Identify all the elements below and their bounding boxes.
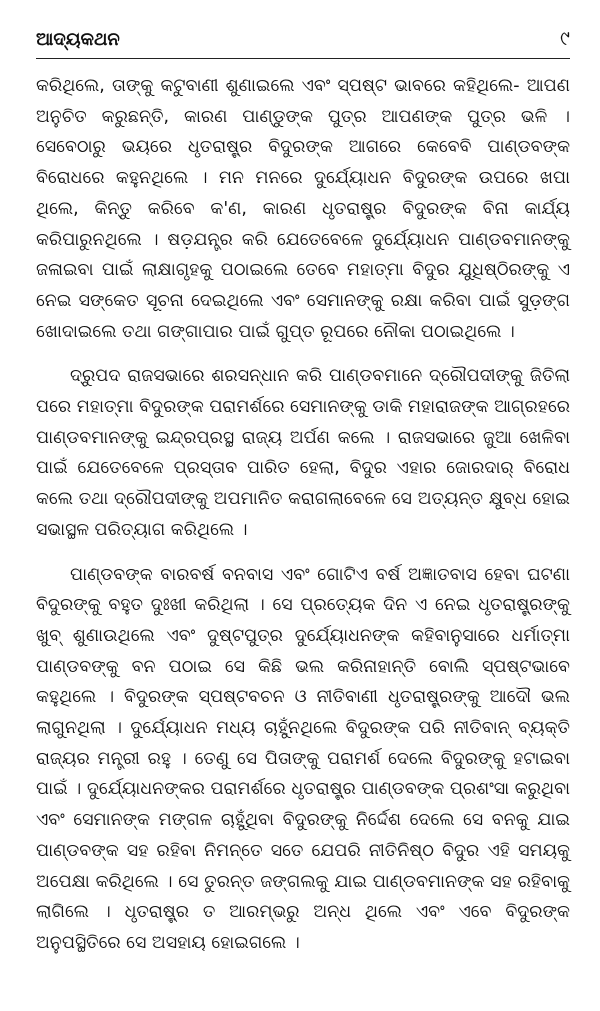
paragraph-2: ଦ୍ରୁପଦ ରାଜସଭାରେ ଶରସନ୍ଧାନ କରି ପାଣ୍ଡବମାନେ ଦ୍ରୌପଦୀଙ୍କୁ ଜିତିଲା ପରେ ମହାତ୍ମା ବିଦୁରଙ୍କ ପରାମର୍ଶରେ ସେମାନଙ୍କୁ ଡାକି ମହାରାଜଙ୍କ ଆଗ୍ରହରେ ପାଣ୍ଡବମାନଙ୍କୁ ଇନ୍ଦ୍ରପ୍ରସ୍ଥ ରାଜ୍ୟ ଅର୍ପଣ କଲେ । ରାଜସଭାରେ ଜୁଆ ଖେଳିବା ପାଇଁ ଯେତେବେଳେ ପ୍ରସ୍ତାବ ପାରିତ ହେଲା, ବିଦୁର ଏହାର ଜୋରଦାର୍ ବିରୋଧ କଲେ ତଥା ଦ୍ରୌପଦୀଙ୍କୁ ଅପମାନିତ କରାଗଲାବେଳେ ସେ ଅତ୍ୟନ୍ତ କ୍ଷୁବ୍ଧ ହୋଇ ସଭାସ୍ଥଳ ପରିତ୍ୟାଗ କରିଥିଲେ । xyxy=(36,366,570,540)
page-number: ୯ xyxy=(560,26,570,50)
running-header xyxy=(36,0,570,59)
chapter-title: ଆଦ୍ୟକଥନ xyxy=(36,29,120,50)
paragraph-3: ପାଣ୍ଡବଙ୍କ ବାରବର୍ଷ ବନବାସ ଏବଂ ଗୋଟିଏ ବର୍ଷ ଅଜ୍ଞାତବାସ ହେବା ଘଟଣା ବିଦୁରଙ୍କୁ ବହୁତ ଦୁଃଖୀ କରିଥିଲା । ସେ ପ୍ରତ୍ୟେକ ଦିନ ଏ ନେଇ ଧୃତରାଷ୍ଟ୍ରଙ୍କୁ ଖୁବ୍ ଶୁଣାଉଥିଲେ ଏବଂ ଦୁଷ୍ଟପୁତ୍ର ଦୁର୍ଯ୍ୟୋଧନଙ୍କ କହିବାନୁସାରେ ଧର୍ମାତ୍ମା ପାଣ୍ଡବଙ୍କୁ ବନ ପଠାଇ ସେ କିଛି ଭଲ କରିନାହାନ୍ତି ବୋଲି ସ୍ପଷ୍ଟଭାବେ କହୁଥିଲେ । ବିଦୁରଙ୍କ ସ୍ପଷ୍ଟବଚନ ଓ ନୀତିବାଣୀ ଧୃତରାଷ୍ଟ୍ରଙ୍କୁ ଆଦୌ ଭଲ ଲାଗୁନଥିଲା । ଦୁର୍ଯ୍ୟୋଧନ ମଧ୍ୟ ଚାହୁଁନଥିଲେ ବିଦୁରଙ୍କ ପରି ନୀତିବାନ୍ ବ୍ୟକ୍ତି ରାଜ୍ୟର ମନ୍ତ୍ରୀ ରହୁ । ତେଣୁ ସେ ପିତାଙ୍କୁ ପରାମର୍ଶ ଦେଲେ ବିଦୁରଙ୍କୁ ହଟାଇବା ପାଇଁ । ଦୁର୍ଯ୍ୟୋଧନଙ୍କର ପରାମର୍ଶରେ ଧୃତରାଷ୍ଟ୍ର ପାଣ୍ଡବଙ୍କ ପ୍ରଶଂସା କରୁଥିବା ଏବଂ ସେମାନଙ୍କ ମଙ୍ଗଳ ଚାହୁଁଥିବା ବିଦୁରଙ୍କୁ ନିର୍ଦ୍ଦେଶ ଦେଲେ ସେ ବନକୁ ଯାଇ ପାଣ୍ଡବଙ୍କ ସହ ରହିବା ନିମନ୍ତେ ସତେ ଯେପରି ନୀତିନିଷ୍ଠ ବିଦୁର ଏହି ସମୟକୁ ଅପେକ୍ଷା କରିଥିଲେ । ସେ ତୁରନ୍ତ ଜଙ୍ଗଲକୁ ଯାଇ ପାଣ୍ଡବମାନଙ୍କ ସହ ରହିବାକୁ ଲାଗିଲେ । ଧୃତରାଷ୍ଟ୍ର ତ ଆରମ୍ଭରୁ ଅନ୍ଧ ଥିଲେ ଏବଂ ଏବେ ବିଦୁରଙ୍କ ଅନୁପସ୍ଥିତିରେ ସେ ଅସହାୟ ହୋଇଗଲେ । xyxy=(36,564,570,953)
page-body xyxy=(36,71,570,959)
paragraph-1: କରିଥିଲେ, ତାଙ୍କୁ କଟୁବାଣୀ ଶୁଣାଇଲେ ଏବଂ ସ୍ପଷ୍ଟ ଭାବରେ କହିଥିଲେ- ଆପଣ ଅନୁଚିତ କରୁଛନ୍ତି, କାରଣ ପାଣ୍ଡୁଙ୍କ ପୁତ୍ର ଆପଣଙ୍କ ପୁତ୍ର ଭଳି । ସେବେଠାରୁ ଭୟରେ ଧୃତରାଷ୍ଟ୍ର ବିଦୁରଙ୍କ ଆଗରେ କେବେବି ପାଣ୍ଡବଙ୍କ ବିରୋଧରେ କହୁନଥିଲେ । ମନ ମନରେ ଦୁର୍ଯ୍ୟୋଧନ ବିଦୁରଙ୍କ ଉପରେ ଖପା ଥିଲେ, କିନ୍ତୁ କରିବେ କ'ଣ, କାରଣ ଧୃତରାଷ୍ଟ୍ର ବିଦୁରଙ୍କ ବିନା କାର୍ଯ୍ୟ କରିପାରୁନଥିଲେ । ଷଡ଼ଯନ୍ତ୍ର କରି ଯେତେବେଳେ ଦୁର୍ଯ୍ୟୋଧନ ପାଣ୍ଡବମାନଙ୍କୁ ଜଳାଇବା ପାଇଁ ଲାକ୍ଷାଗୃହକୁ ପଠାଇଲେ ତେବେ ମହାତ୍ମା ବିଦୁର ଯୁଧିଷ୍ଠିରଙ୍କୁ ଏ ନେଇ ସଙ୍କେତ ସୂଚନା ଦେଇଥିଲେ ଏବଂ ସେମାନଙ୍କୁ ରକ୍ଷା କରିବା ପାଇଁ ସୁଡ଼ଙ୍ଗ ଖୋଦାଇଲେ ତଥା ଗଙ୍ଗାପାର ପାଇଁ ଗୁପ୍ତ ରୂପରେ ନୌକା ପଠାଇଥିଲେ । xyxy=(36,76,570,342)
